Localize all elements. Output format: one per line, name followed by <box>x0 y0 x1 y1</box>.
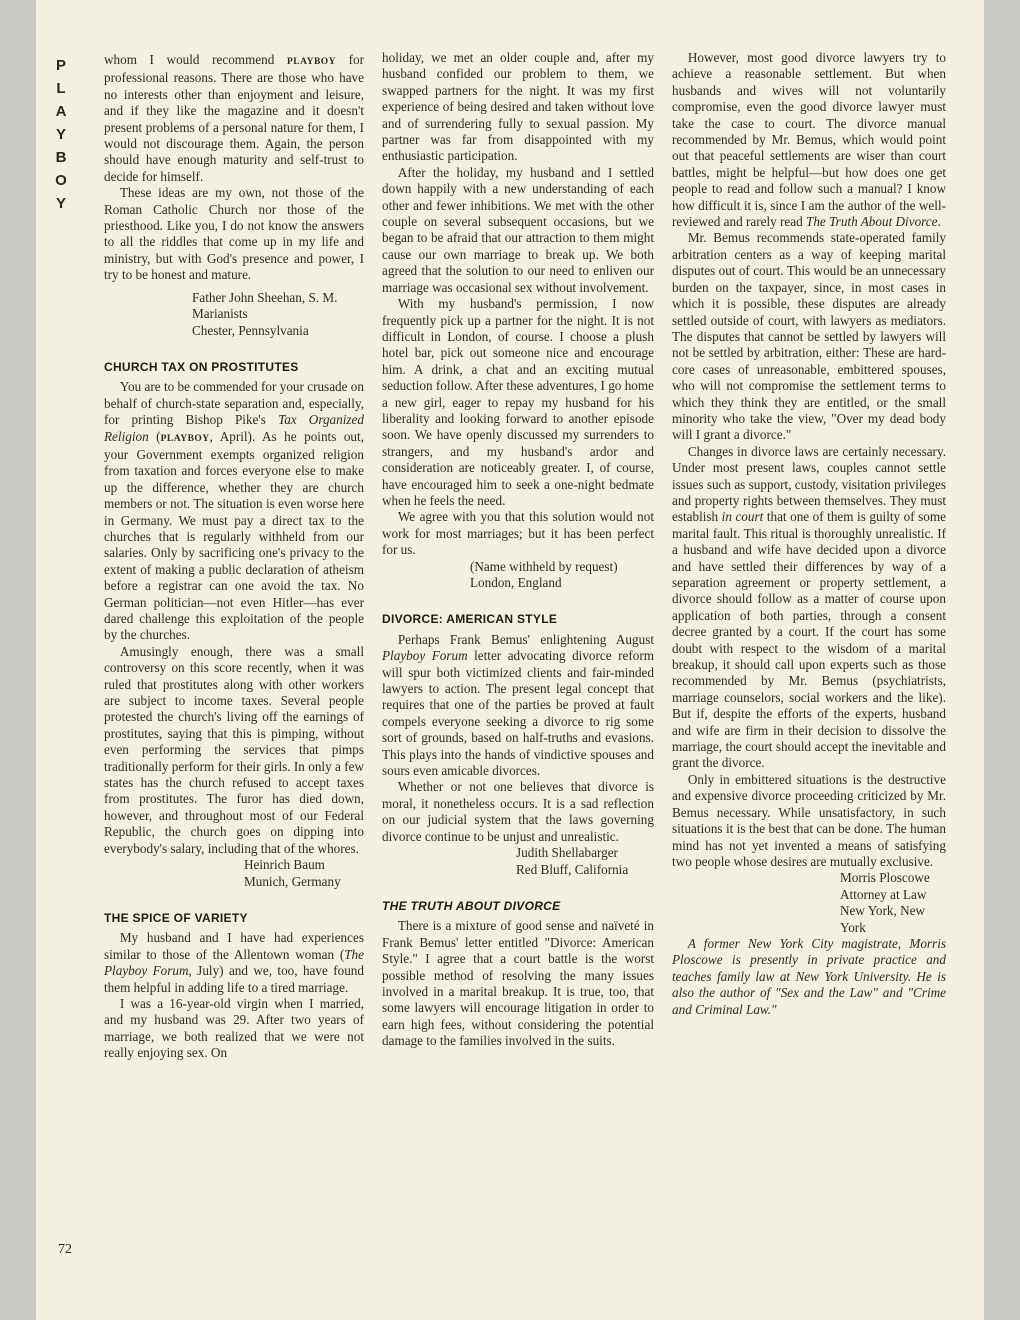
letter-paragraph: holiday, we met an older couple and, after my husband confided our problem to them, we swapped partners for the night. It was my first experience of being desired and taken without love and of surrendering fully to sexual passion. My partner was far from disappointed with my enthusiastic participation. <box>382 50 654 164</box>
column-3 <box>672 50 946 1018</box>
letter-paragraph: whom I would recommend PLAYBOY for professional reasons. There are those who have no interests other than enjoyment and leisure, and if they like the magazine and it doesn't present problems of a personal nature for them, I would not discourage them. Again, the person should have enough maturity and self-trust to decide for himself. <box>104 52 364 184</box>
letter-paragraph: Only in embittered situations is the destructive and expensive divorce proceeding criticized by Mr. Bemus necessary. While unsatisfactory, in such situations it is the best that can be done. The human mind has not yet invented a means of satisfying two people whose desires are mutually exclusive. <box>672 771 946 869</box>
letter-paragraph: Whether or not one believes that divorce is moral, it nonetheless occurs. It is a sad reflection on our judicial system that the laws governing divorce continue to be unjust and unrealistic. <box>382 779 654 844</box>
letter-paragraph: Amusingly enough, there was a small controversy on this score recently, when it was ruled that prostitutes along with other workers are subject to income taxes. Several people protested the church's living off the earnings of prostitutes, saying that this is pimping, without even performing the services that pimps traditionally perform for their girls. In only a few states has the church refused to accept taxes from prostitutes. The furor has died down, however, and throughout most of our Federal Republic, the church goes on dipping into everybody's salary, including that of the whores. <box>104 643 364 856</box>
signature-place: Red Bluff, California <box>516 861 629 877</box>
side-letter: A <box>55 103 67 120</box>
signature-block <box>672 870 946 936</box>
section-heading: CHURCH TAX ON PROSTITUTES <box>104 359 299 374</box>
letter-paragraph: However, most good divorce lawyers try to achieve a reasonable settlement. But when husbands and wives will not voluntarily compromise, even the good divorce lawyer must take the case to court. The divorce manual recommended by Mr. Bemus, which would point out that peaceful settlements are wiser than court battles, might be helpful—but how does one get people to read and follow such a manual? I know how difficult it is, since I am the author of the well-reviewed and rarely read The Truth About Divorce. <box>672 50 946 230</box>
signature-title: Attorney at Law <box>840 886 927 902</box>
signature-name: Morris Ploscowe <box>840 870 930 886</box>
side-letter: O <box>55 172 67 189</box>
signature-place: London, England <box>470 575 562 590</box>
editor-reply: We agree with you that this solution would not work for most marriages; but it has been perfect for us. <box>382 509 654 558</box>
signature-name: Judith Shellabarger <box>516 845 618 861</box>
signature-place: Munich, Germany <box>244 873 341 889</box>
side-letter: L <box>56 80 66 97</box>
section-heading: THE TRUTH ABOUT DIVORCE <box>382 898 561 913</box>
signature-block <box>104 857 364 890</box>
signature-block <box>382 845 654 878</box>
signature-org: Marianists <box>192 306 248 322</box>
section-heading: THE SPICE OF VARIETY <box>104 910 248 925</box>
signature-block <box>104 290 364 339</box>
letter-paragraph: My husband and I have had experiences similar to those of the Allentown woman (The Playboy Forum, July) and we, too, have found them helpful in adding life to a tired marriage. <box>104 930 364 995</box>
signature-place: New York, New York <box>840 903 925 935</box>
editor-note: A former New York City magistrate, Morris Ploscowe is presently in private practice and teaches family law at New York University. He is also the author of "Sex and the Law" and "Crime and Criminal Law." <box>672 935 946 1017</box>
side-letter: B <box>55 149 67 166</box>
letter-paragraph: There is a mixture of good sense and naïveté in Frank Bemus' letter entitled "Divorce: American Style." I agree that a court battle is the worst possible method of resolving the many issues involved in a marital breakup. It is true, too, that some lawyers will encourage litigation in order to earn high fees, without considering the potential damage to the families involved in the suits. <box>382 918 654 1049</box>
side-letter: Y <box>55 195 66 212</box>
page-number: 72 <box>58 1242 72 1257</box>
letter-paragraph: Perhaps Frank Bemus' enlightening August Playboy Forum letter advocating divorce reform will spur both victimized clients and fair-minded lawyers to action. The present legal concept that requires that one of the parties be proved at fault compels everyone seeking a divorce to rig some sort of grounds, based on half-truths and evasions. This plays into the hands of vindictive spouses and sours even amicable divorces. <box>382 631 654 779</box>
letter-paragraph: I was a 16-year-old virgin when I married, and my husband was 29. After two years of marriage, we both realized that we were not really enjoying sex. On <box>104 995 364 1061</box>
signature-place: Chester, Pennsylvania <box>192 322 309 338</box>
signature-name: Father John Sheehan, S. M. <box>192 289 338 305</box>
signature-block <box>382 559 654 592</box>
side-label <box>54 54 68 215</box>
letter-paragraph: After the holiday, my husband and I settled down happily with a new understanding of each other and fewer inhibitions. We met with the other couple on several subsequent occasions, but we began to be afraid that our attraction to them might cause our own marriage to break up. We both agreed that the solution to our need to enliven our marriage was occasional sex without involvement. <box>382 164 654 295</box>
letter-paragraph: Mr. Bemus recommends state-operated family arbitration centers as a way of keeping marital disputes out of court. This would be an unnecessary burden on the taxpayer, since, in most cases in which it is possible, these disputes are already settled outside of court, with lawyers as mediators. The disputes that cannot be settled by lawyers will not be settled by arbitration, either: These are hard-core cases of unreasonable, embittered spouses, who will not compromise the settlement terms to which they think they are entitled, or the small minority who take the view, "Over my dead body will I grant a divorce." <box>672 230 946 443</box>
letter-paragraph: You are to be commended for your crusade on behalf of church-state separation and, especially, for printing Bishop Pike's Tax Organized Religion (PLAYBOY, April). As he points out, your Government exempts organized religion from taxation and forces everyone else to make up the difference, whether they are church members or not. The situation is even worse here in Germany. We must pay a direct tax to the churches that is regularly withheld from our salaries. Only by sacrificing one's privacy to the extent of making a public declaration of atheism before a registrar can one avoid the tax. No German politician—not even Hitler—has ever dared challenge this exploitation of the people by the churches. <box>104 379 364 643</box>
magazine-page <box>36 0 984 1320</box>
section-heading: DIVORCE: AMERICAN STYLE <box>382 612 558 627</box>
letter-paragraph: These ideas are my own, not those of the Roman Catholic Church nor those of the priesthood. Like you, I do not know the answers to all the riddles that come up in my life and ministry, but with God's presence and power, I try to be honest and mature. <box>104 185 364 283</box>
side-letter: Y <box>55 126 66 143</box>
letter-paragraph: Changes in divorce laws are certainly necessary. Under most present laws, couples cannot settle issues such as support, custody, visitation privileges and property rights between themselves. They must establish in court that one of them is guilty of some marital fault. This ritual is thoroughly unrealistic. If a husband and wife have decided upon a divorce and have settled their differences by way of a separation agreement or property settlement, a divorce should follow as a matter of course upon application of both parties, through a consent decree granted by a court. If the court has some doubt with respect to the wisdom of a marital breakup, it should call upon experts such as those recommended by Mr. Bemus (psychiatrists, marriage counselors, social workers and the like). But if, despite the efforts of the experts, husband and wife are firm in their decision to dissolve the marriage, the court should accept the inevitable and grant the divorce. <box>672 443 946 771</box>
column-1 <box>104 52 364 1062</box>
signature-name: (Name withheld by request) <box>470 558 618 574</box>
column-2 <box>382 50 654 1050</box>
letter-paragraph: With my husband's permission, I now frequently pick up a partner for the night. It is not difficult in London, of course. I choose a plush hotel bar, pick out someone nice and encourage him. A drink, a chat and an exciting mutual seduction follow. After these adventures, I go home a new girl, eager to repay my husband for his liberality and looking forward to another episode soon. We have openly discussed my surrenders to strangers, and my husband's ardor and consideration are noticeably greater. I, of course, have encouraged him to seek a one-night bedmate when he feels the need. <box>382 296 654 508</box>
signature-name: Heinrich Baum <box>244 857 325 873</box>
side-letter: P <box>55 57 66 74</box>
